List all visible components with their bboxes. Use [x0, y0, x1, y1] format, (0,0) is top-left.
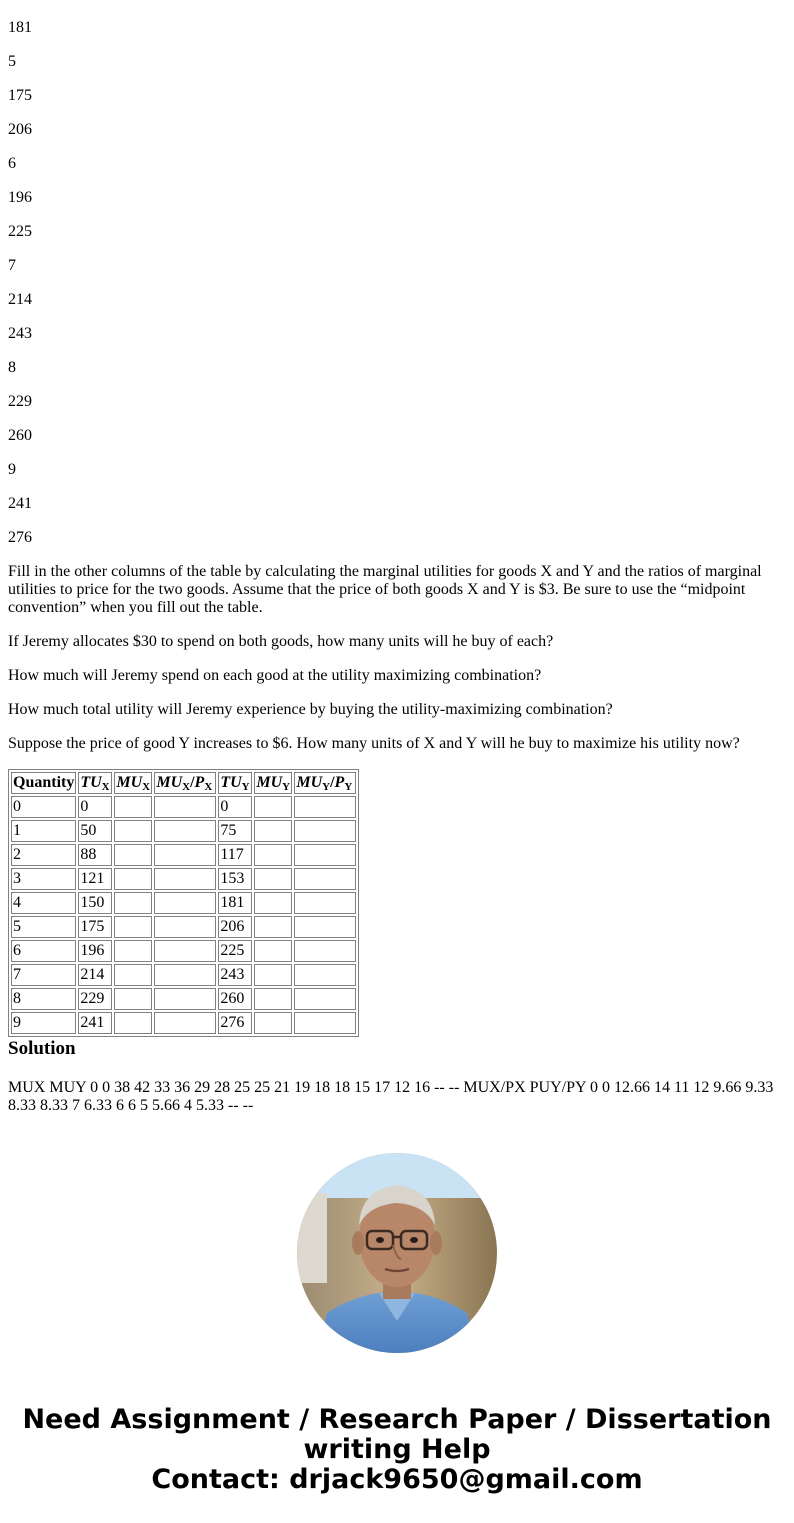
cell-tuy: 206: [218, 916, 252, 938]
number-line: 243: [8, 325, 32, 342]
cell-muy-py: [294, 892, 356, 914]
cell-mux-px: [154, 892, 216, 914]
cell-tuy: 243: [218, 964, 252, 986]
header-muy: $MU_Y$: [254, 772, 292, 794]
cell-quantity: 3: [11, 868, 76, 890]
number-line: 276: [8, 529, 32, 546]
cell-tux: 121: [78, 868, 112, 890]
number-line: 229: [8, 393, 32, 410]
table-row: [11, 844, 356, 866]
number-line: 175: [8, 87, 32, 104]
cell-muy: [254, 940, 292, 962]
solution-text: MUX MUY 0 0 38 42 33 36 29 28 25 25 21 19 18 18 15 17 12 16 -- -- MUX/PX PUY/PY 0 0 12.66 14 11 12 9.66 9.33 8.33 8.33 7 6.33 6 6 5 5.66 4 5.33 -- --: [8, 1079, 774, 1114]
number-line: 5: [8, 53, 16, 70]
number-line: 8: [8, 359, 16, 376]
cell-mux: [114, 844, 152, 866]
cell-mux: [114, 940, 152, 962]
question-paragraph: Suppose the price of good Y increases to $6. How many units of X and Y will he buy to maximize his utility now?: [8, 735, 740, 752]
cell-quantity: 4: [11, 892, 76, 914]
cell-muy-py: [294, 868, 356, 890]
cell-tux: 241: [78, 1012, 112, 1034]
cell-muy-py: [294, 1012, 356, 1034]
cell-muy-py: [294, 916, 356, 938]
table-header-row: [11, 772, 356, 794]
cell-muy-py: [294, 964, 356, 986]
cell-mux-px: [154, 1012, 216, 1034]
instructions-paragraph: Fill in the other columns of the table by calculating the marginal utilities for goods X and Y and the ratios of marginal utilities to price for the two goods. Assume that the price of both goods X and Y is $3. Be sure to use the “midpoint convention” when you fill out the table.: [8, 563, 762, 616]
cell-mux: [114, 964, 152, 986]
promo-line-2: writing Help: [303, 1434, 491, 1465]
cell-muy: [254, 892, 292, 914]
table-row: [11, 940, 356, 962]
cell-mux-px: [154, 940, 216, 962]
cell-muy: [254, 964, 292, 986]
cell-tuy: 276: [218, 1012, 252, 1034]
cell-muy-py: [294, 820, 356, 842]
cell-tuy: 75: [218, 820, 252, 842]
cell-mux: [114, 796, 152, 818]
number-line: 7: [8, 257, 16, 274]
cell-mux: [114, 892, 152, 914]
question-paragraph: How much will Jeremy spend on each good at the utility maximizing combination?: [8, 667, 542, 684]
cell-mux: [114, 820, 152, 842]
table-body: [11, 796, 356, 1034]
cell-tux: 229: [78, 988, 112, 1010]
cell-tuy: 225: [218, 940, 252, 962]
number-line: 206: [8, 121, 32, 138]
cell-mux-px: [154, 964, 216, 986]
cell-mux-px: [154, 844, 216, 866]
cell-tuy: 260: [218, 988, 252, 1010]
table-row: [11, 868, 356, 890]
cell-mux-px: [154, 820, 216, 842]
cell-tuy: 181: [218, 892, 252, 914]
cell-quantity: 0: [11, 796, 76, 818]
cell-tux: 150: [78, 892, 112, 914]
number-line: 181: [8, 19, 32, 36]
header-mux-px: $MU_X/P_X$: [154, 772, 216, 794]
cell-tux: 214: [78, 964, 112, 986]
number-line: 225: [8, 223, 32, 240]
cell-quantity: 6: [11, 940, 76, 962]
table-row: [11, 988, 356, 1010]
number-line: 9: [8, 461, 16, 478]
header-tuy: $TU_Y$: [218, 772, 252, 794]
cell-mux: [114, 1012, 152, 1034]
number-line: 6: [8, 155, 16, 172]
cell-muy: [254, 988, 292, 1010]
number-line: 214: [8, 291, 32, 308]
cell-tux: 175: [78, 916, 112, 938]
cell-muy-py: [294, 796, 356, 818]
cell-mux: [114, 868, 152, 890]
header-tux: $TU_X$: [78, 772, 112, 794]
cell-mux: [114, 988, 152, 1010]
cell-mux-px: [154, 796, 216, 818]
table-row: [11, 964, 356, 986]
cell-mux: [114, 916, 152, 938]
header-quantity: Quantity: [11, 772, 76, 794]
solution-heading: Solution: [8, 1038, 76, 1059]
header-mux: $MU_X$: [114, 772, 152, 794]
question-paragraph: How much total utility will Jeremy experience by buying the utility-maximizing combination?: [8, 701, 613, 718]
cell-quantity: 7: [11, 964, 76, 986]
cell-muy-py: [294, 844, 356, 866]
cell-tux: 196: [78, 940, 112, 962]
cell-muy: [254, 916, 292, 938]
cell-quantity: 1: [11, 820, 76, 842]
cell-muy: [254, 796, 292, 818]
table-row: [11, 916, 356, 938]
cell-quantity: 2: [11, 844, 76, 866]
number-line: 241: [8, 495, 32, 512]
cell-quantity: 5: [11, 916, 76, 938]
cell-mux-px: [154, 988, 216, 1010]
number-line: 196: [8, 189, 32, 206]
cell-tuy: 0: [218, 796, 252, 818]
table-row: [11, 820, 356, 842]
cell-muy-py: [294, 940, 356, 962]
cell-tuy: 117: [218, 844, 252, 866]
cell-tux: 88: [78, 844, 112, 866]
cell-tux: 0: [78, 796, 112, 818]
promo-contact: Contact: drjack9650@gmail.com: [151, 1464, 643, 1495]
author-avatar: [297, 1153, 497, 1353]
cell-muy: [254, 1012, 292, 1034]
promo-banner: [0, 1405, 794, 1495]
cell-quantity: 8: [11, 988, 76, 1010]
cell-quantity: 9: [11, 1012, 76, 1034]
header-muy-py: $MU_Y/P_Y$: [294, 772, 356, 794]
cell-muy: [254, 820, 292, 842]
table-row: [11, 892, 356, 914]
cell-mux-px: [154, 916, 216, 938]
cell-tuy: 153: [218, 868, 252, 890]
cell-mux-px: [154, 868, 216, 890]
question-paragraph: If Jeremy allocates $30 to spend on both goods, how many units will he buy of each?: [8, 633, 554, 650]
utility-table: [8, 769, 359, 1037]
promo-line-1: Need Assignment / Research Paper / Dissertation: [22, 1404, 772, 1435]
table-row: [11, 796, 356, 818]
cell-muy-py: [294, 988, 356, 1010]
cell-muy: [254, 868, 292, 890]
cell-tux: 50: [78, 820, 112, 842]
cell-muy: [254, 844, 292, 866]
number-line: 260: [8, 427, 32, 444]
author-photo-image: [297, 1153, 497, 1353]
table-row: [11, 1012, 356, 1034]
